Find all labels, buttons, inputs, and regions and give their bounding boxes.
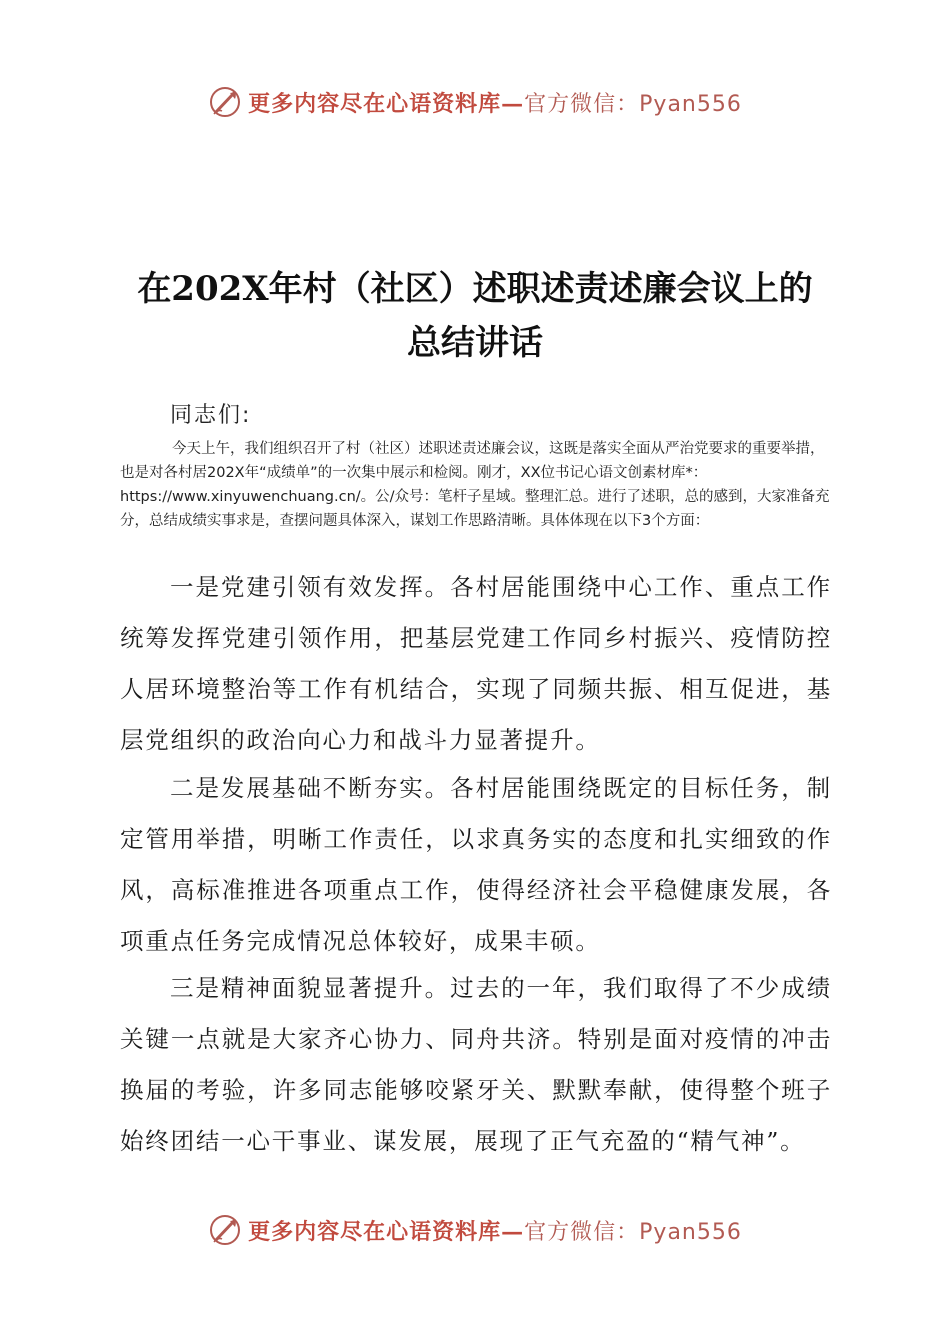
quill-logo-icon (208, 1213, 242, 1247)
banner-tail-text: 官方微信： (524, 1219, 640, 1245)
banner-wechat-id: Pyan556 (639, 1219, 742, 1245)
header-banner (0, 82, 950, 122)
document-title (60, 262, 890, 370)
intro-paragraph: 今天上午，我们组织召开了村（社区）述职述责述廉会议，这既是落实全面从严治党要求的重要举措，也是对各村居202X年“成绩单”的一次集中展示和检阅。刚才，XX位书记心语文创素材库*：https://www.xinyuwenchuang.cn/。公/众号：笔杆子星域。整理汇总。进行了述职，总的感到，大家准备充分，总结成绩实事求是，查摆问题具体深入，谋划工作思路清晰。具体体现在以下3个方面： (120, 441, 830, 529)
banner-text (248, 87, 742, 118)
body-paragraph-2: 二是发展基础不断夯实。各村居能围绕既定的目标任务，制定管用举措，明晰工作责任，以求真务实的态度和扎实细致的作风，高标准推进各项重点工作，使得经济社会平稳健康发展，各项重点任务完成情况总体较好，成果丰硕。 (120, 774, 832, 955)
title-line-2: 总结讲话 (407, 323, 543, 363)
banner-main-text: 更多内容尽在心语资料库— (248, 1218, 525, 1245)
body-paragraph-3: 三是精神面貌显著提升。过去的一年，我们取得了不少成绩关键一点就是大家齐心协力、同舟共济。特别是面对疫情的冲击换届的考验，许多同志能够咬紧牙关、默默奉献，使得整个班子始终团结一心干事业、谋发展，展现了正气充盈的“精气神”。 (120, 974, 832, 1155)
greeting: 同志们: (170, 403, 252, 428)
banner-main-text: 更多内容尽在心语资料库— (248, 90, 525, 117)
banner-text (248, 1215, 742, 1246)
body-paragraph-1: 一是党建引领有效发挥。各村居能围绕中心工作、重点工作统筹发挥党建引领作用，把基层党建工作同乡村振兴、疫情防控人居环境整治等工作有机结合，实现了同频共振、相互促进，基层党组织的政治向心力和战斗力显著提升。 (120, 573, 832, 754)
footer-banner (0, 1210, 950, 1250)
title-line-1: 在202X年村（社区）述职述责述廉会议上的 (137, 269, 813, 309)
quill-logo-icon (208, 85, 242, 119)
banner-tail-text: 官方微信： (524, 91, 640, 117)
banner-wechat-id: Pyan556 (639, 91, 742, 117)
